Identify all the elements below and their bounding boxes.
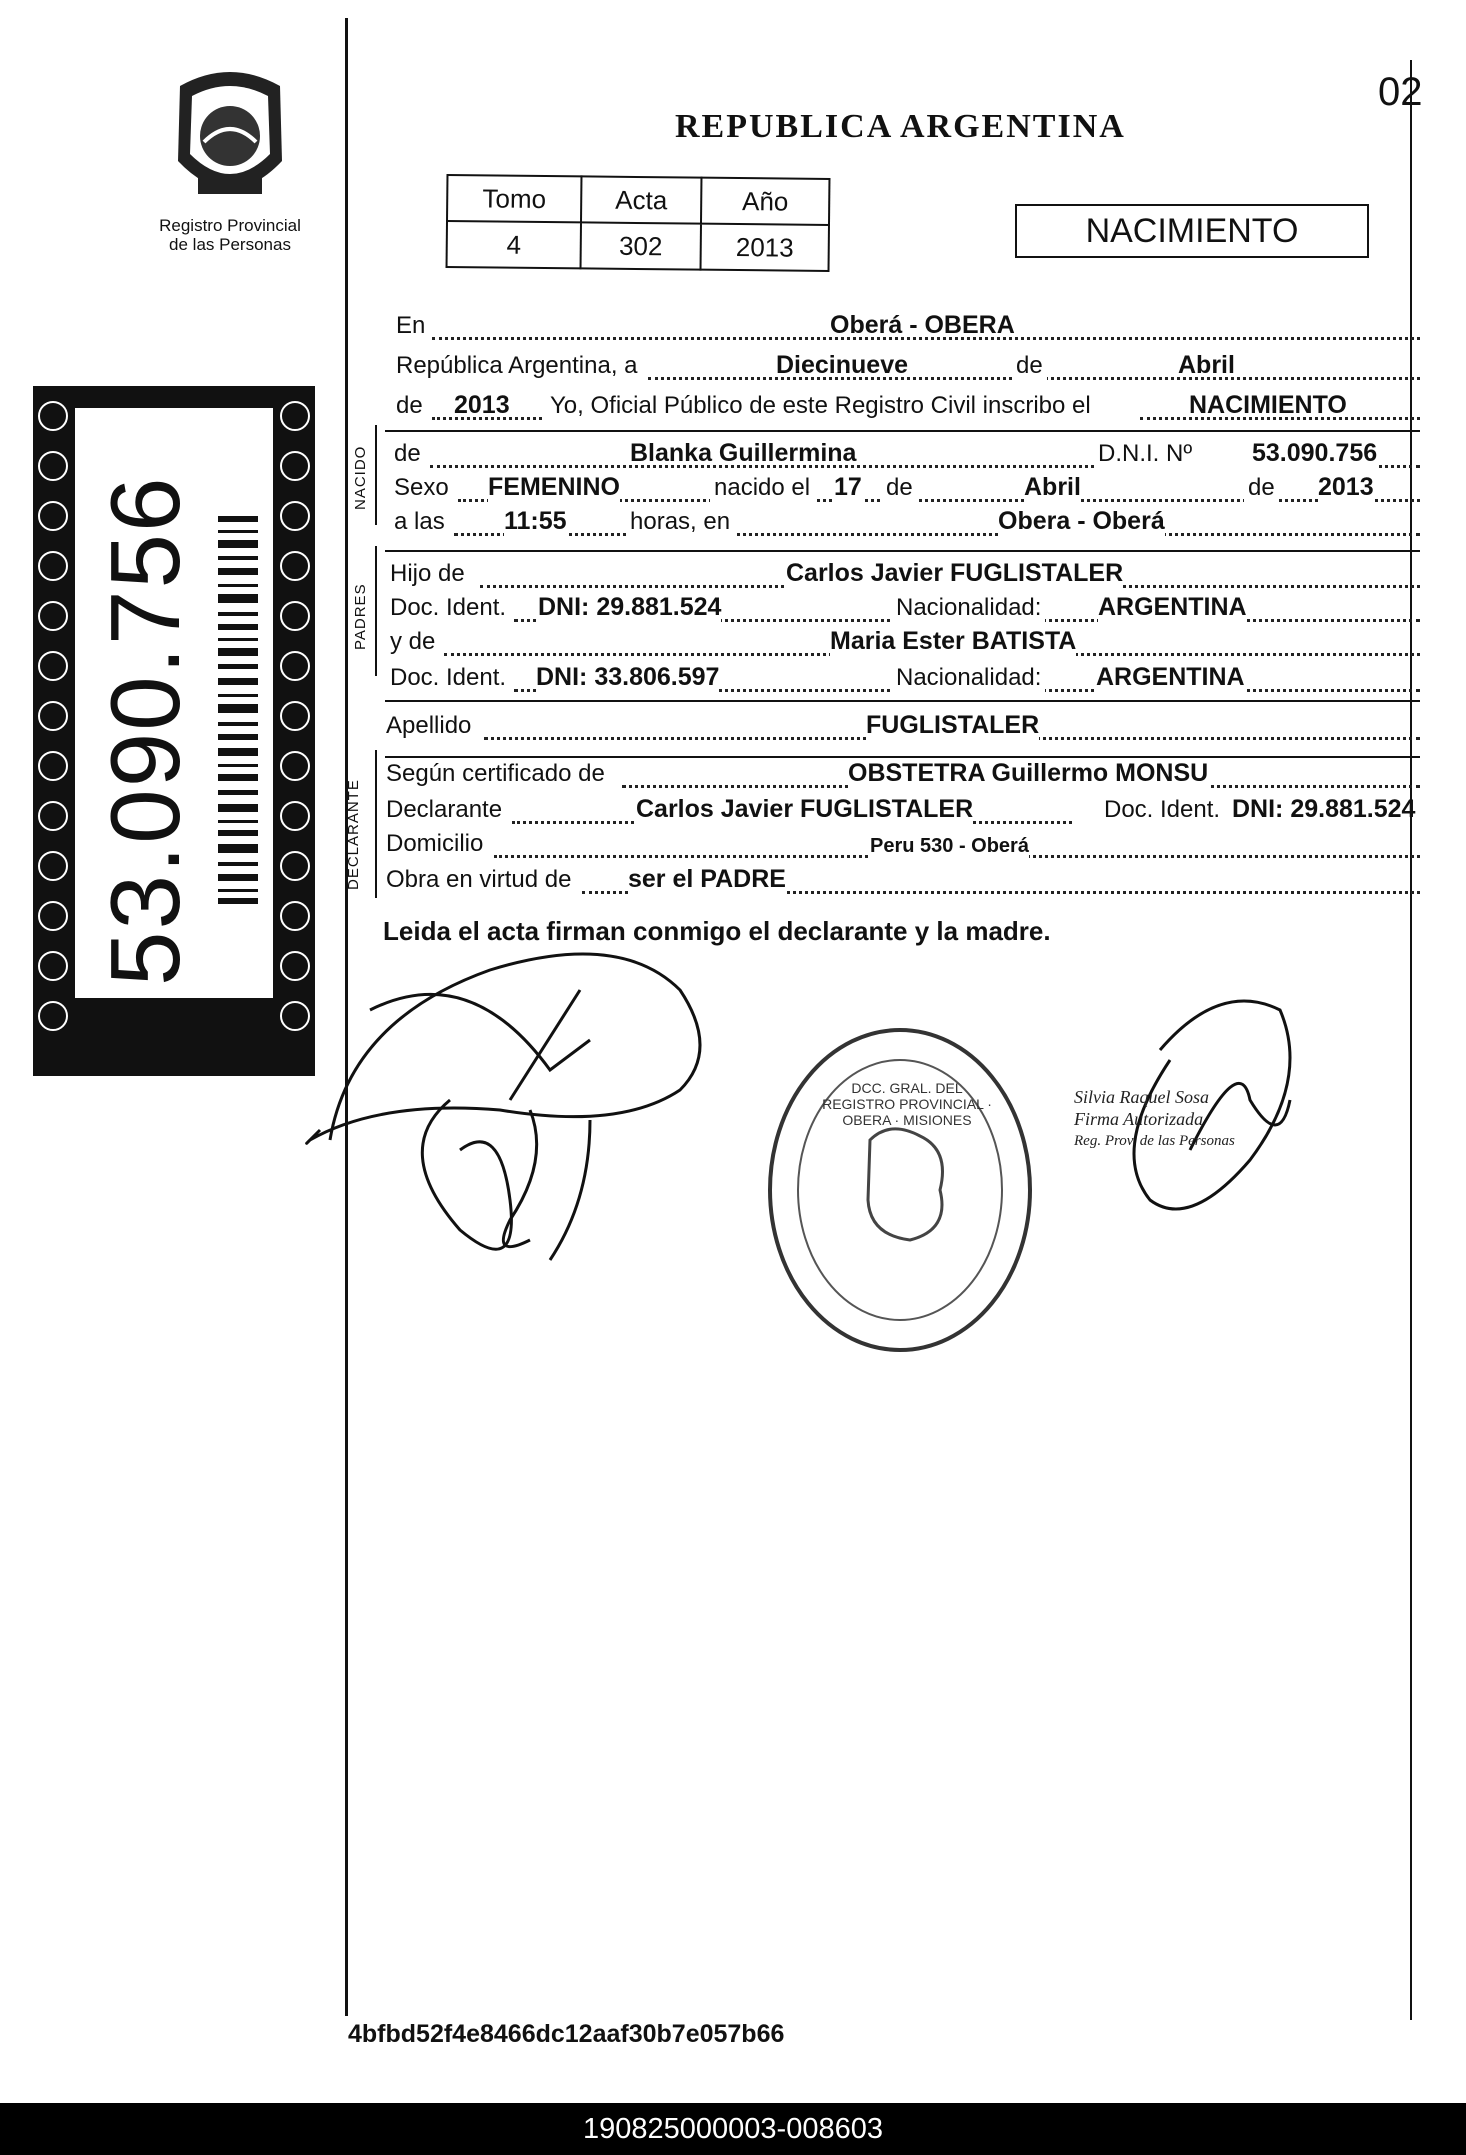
label-hijo: Hijo de — [390, 560, 465, 587]
row-sexo — [394, 474, 1420, 508]
divider-padres-top — [385, 550, 1420, 552]
dni-side-label — [33, 386, 315, 1076]
label-docid1: Doc. Ident. — [390, 594, 507, 621]
declarante-bracket — [375, 750, 377, 898]
value-padre-nac: ARGENTINA — [1098, 593, 1247, 621]
row-declarante — [386, 796, 1420, 830]
registry-name — [140, 216, 320, 254]
label-nac1: Nacionalidad: — [892, 594, 1045, 622]
registry-line-2: de las Personas — [169, 235, 291, 254]
header-acta: Acta — [581, 176, 701, 223]
footer-code: 190825000003-008603 — [0, 2103, 1466, 2155]
value-madre-doc: DNI: 33.806.597 — [536, 663, 720, 691]
value-declarante: Carlos Javier FUGLISTALER — [636, 795, 974, 823]
value-segun: OBSTETRA Guillermo MONSU — [848, 759, 1209, 787]
value-obra: ser el PADRE — [628, 865, 786, 893]
value-anio-acta: 2013 — [454, 391, 510, 419]
value-inscribo: NACIMIENTO — [1189, 391, 1347, 419]
label-dni: D.N.I. Nº — [1098, 440, 1193, 467]
registry-line-1: Registro Provincial — [159, 216, 301, 235]
section-label-declarante: DECLARANTE — [345, 779, 362, 890]
value-padre: Carlos Javier FUGLISTALER — [786, 559, 1124, 587]
value-domicilio: Peru 530 - Oberá — [870, 835, 1029, 857]
value-madre: Maria Ester BATISTA — [830, 627, 1077, 655]
label-en: En — [396, 312, 426, 339]
dotted-line — [454, 533, 1420, 536]
closing-statement: Leida el acta firman conmigo el declarante y la madre. — [383, 916, 1051, 946]
divider-declarante-top — [385, 756, 1420, 758]
page-number: 02 — [1378, 70, 1423, 114]
label-apellido: Apellido — [386, 712, 472, 739]
row-nombre — [394, 440, 1420, 474]
value-mes: Abril — [1178, 351, 1235, 379]
divider-nacido-top — [385, 430, 1420, 432]
label-obra: Obra en virtud de — [386, 866, 572, 893]
document-hash: 4bfbd52f4e8466dc12aaf30b7e057b66 — [348, 2020, 785, 2048]
official-name-line1: Silvia Raquel Sosa — [1074, 1087, 1209, 1107]
label-declarante: Declarante — [386, 796, 503, 823]
dotted-line — [432, 417, 542, 420]
row-apellido — [386, 712, 1420, 746]
section-label-nacido: NACIDO — [352, 445, 369, 510]
divider-apellido-top — [385, 700, 1420, 702]
row-padre-doc — [390, 594, 1420, 628]
label-alas: a las — [394, 508, 445, 535]
row-en — [396, 312, 1420, 346]
label-nacido: nacido el — [710, 474, 814, 502]
label-de4: de — [1244, 474, 1279, 502]
label-horas: horas, en — [626, 508, 734, 536]
value-dni: 53.090.756 — [1252, 439, 1378, 467]
row-segun — [386, 760, 1420, 794]
value-tomo: 4 — [447, 221, 581, 268]
value-nacido-dia: 17 — [834, 473, 862, 501]
label-yo: Yo, Oficial Público de este Registro Civil inscribo el — [546, 392, 1095, 420]
tomo-acta-table — [446, 174, 831, 272]
label-nac2: Nacionalidad: — [892, 664, 1045, 692]
stamp-text: DCC. GRAL. DEL REGISTRO PROVINCIAL · OBERA · MISIONES — [822, 1080, 992, 1128]
value-en: Oberá - OBERA — [830, 311, 1015, 339]
row-obra — [386, 866, 1420, 900]
table-header-row — [447, 175, 829, 225]
value-nacido-mes: Abril — [1024, 473, 1081, 501]
official-name-line2: Firma Autorizada — [1074, 1109, 1204, 1129]
value-madre-nac: ARGENTINA — [1096, 663, 1245, 691]
value-apellido: FUGLISTALER — [866, 711, 1040, 739]
header-tomo: Tomo — [447, 175, 581, 222]
value-sexo: FEMENINO — [488, 473, 620, 501]
label-de: de — [1012, 352, 1047, 380]
value-dia: Diecinueve — [776, 351, 909, 379]
value-lugar: Obera - Oberá — [998, 507, 1165, 535]
value-padre-doc: DNI: 29.881.524 — [538, 593, 722, 621]
value-acta: 302 — [581, 222, 701, 269]
province-seal-logo — [160, 66, 300, 206]
label-docid2: Doc. Ident. — [390, 664, 507, 691]
row-hora — [394, 508, 1420, 542]
value-declarante-doc: DNI: 29.881.524 — [1232, 795, 1416, 823]
row-fecha — [396, 352, 1420, 386]
row-domicilio — [386, 830, 1420, 864]
official-name — [1074, 1086, 1235, 1152]
label-de3: de — [882, 474, 917, 502]
table-value-row — [447, 221, 829, 271]
header-anio: Año — [701, 178, 829, 225]
barcode — [218, 516, 258, 904]
row-madre — [390, 628, 1420, 662]
row-inscribo — [396, 392, 1420, 426]
value-hora: 11:55 — [504, 507, 567, 535]
padres-bracket — [375, 546, 377, 676]
label-republica: República Argentina, a — [396, 352, 638, 379]
label-nombre: de — [394, 440, 421, 467]
value-nacido-anio: 2013 — [1318, 473, 1374, 501]
section-label-padres: PADRES — [352, 583, 369, 650]
label-sexo: Sexo — [394, 474, 449, 501]
official-name-line3: Reg. Prov. de las Personas — [1074, 1133, 1235, 1149]
value-nombre: Blanka Guillermina — [630, 439, 857, 467]
label-docid3: Doc. Ident. — [1104, 796, 1221, 823]
label-de2: de — [396, 392, 423, 419]
row-padre — [390, 560, 1420, 594]
row-madre-doc — [390, 664, 1420, 698]
dni-side-number: 53.090.756 — [90, 475, 200, 986]
declarant-signature — [307, 954, 700, 1260]
label-segun: Según certificado de — [386, 760, 605, 787]
label-domicilio: Domicilio — [386, 830, 484, 857]
nacido-bracket — [375, 425, 377, 525]
document-type-box: NACIMIENTO — [1015, 204, 1369, 258]
official-stamp — [770, 1030, 1030, 1350]
document-title: REPUBLICA ARGENTINA — [675, 108, 1126, 145]
label-yde: y de — [390, 628, 436, 655]
value-anio: 2013 — [701, 224, 829, 271]
